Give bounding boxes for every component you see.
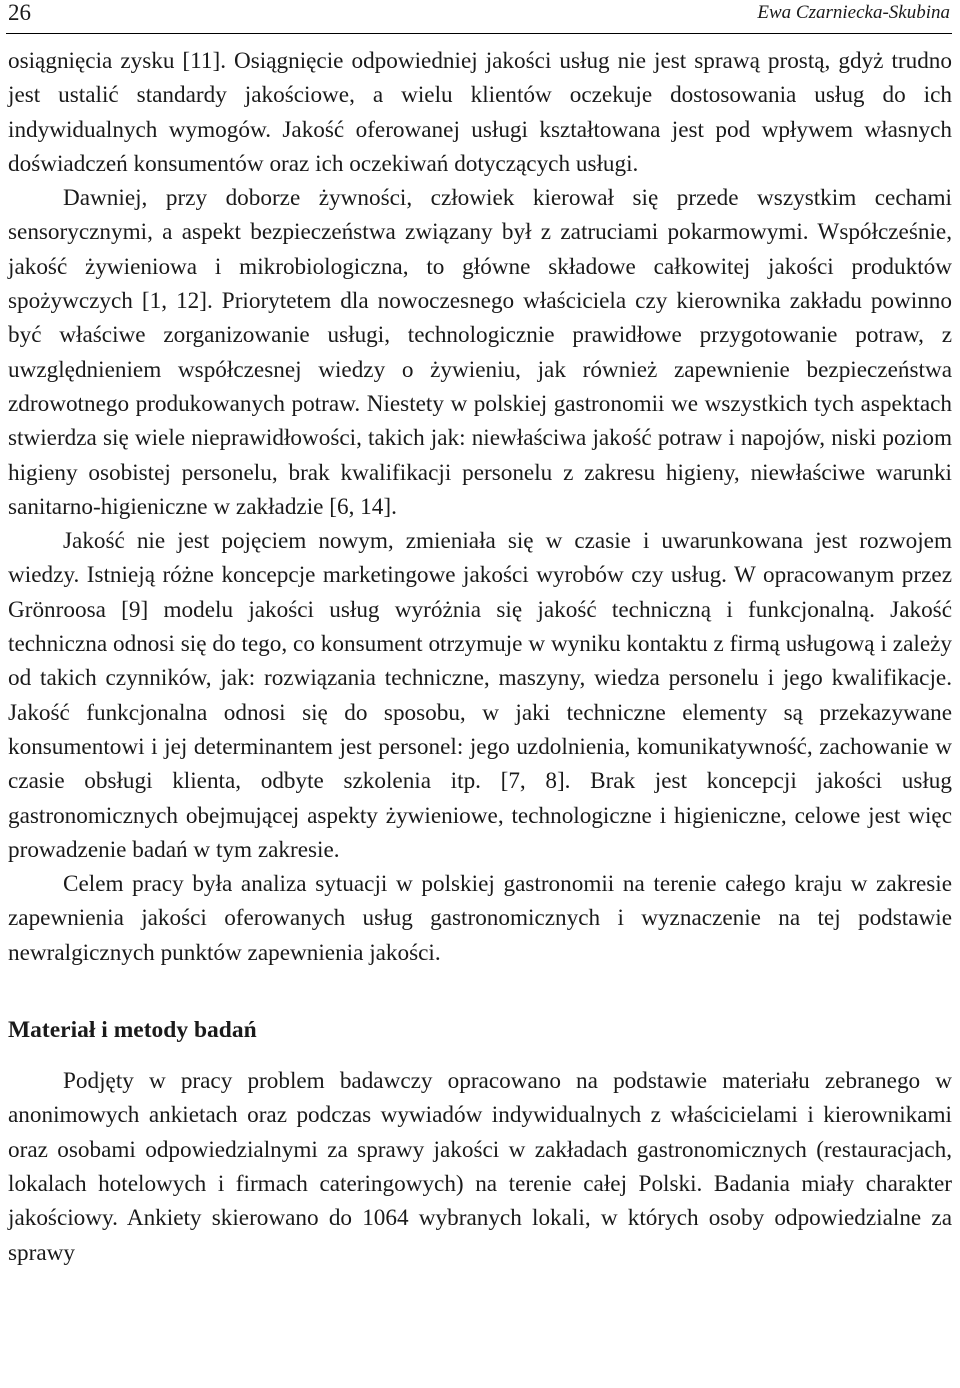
running-head-author: Ewa Czarniecka-Skubina <box>757 2 950 23</box>
header-rule <box>6 33 952 34</box>
page-number: 26 <box>8 0 31 25</box>
section-heading: Materiał i metody badań <box>8 1017 257 1044</box>
page-header <box>8 0 950 34</box>
page-body <box>8 44 952 1270</box>
paragraph-continued: osiągnięcia zysku [11]. Osiągnięcie odpowiedniej jakości usług nie jest sprawą prostą, gdyż trudno jest ustalić standardy jakościowe, a wielu klientów oczekuje dostosowania usług do ich indywidualnych wymogów. Jakość oferowanej usługi kształtowana jest pod wpływem własnych doświadczeń konsumentów oraz ich oczekiwań dotyczących usługi. <box>8 48 952 177</box>
paragraph: Dawniej, przy doborze żywności, człowiek kierował się przede wszystkim cechami sensorycznymi, a aspekt bezpieczeństwa związany był z zatruciami pokarmowymi. Współcześnie, jakość żywieniowa i mikrobiologiczna, to główne składowe całkowitej jakości produktów spożywczych [1, 12]. Priorytetem dla nowoczesnego właściciela czy kierownika zakładu powinno być właściwe zorganizowanie usługi, technologicznie prawidłowe przygotowanie potraw, z uwzględnieniem współczesnej wiedzy o żywieniu, jak również zapewnienie bezpieczeństwa zdrowotnego produkowanych potraw. Niestety w polskiej gastronomii we wszystkich tych aspektach stwierdza się wiele nieprawidłowości, takich jak: niewłaściwa jakość potraw i napojów, niski poziom higieny osobistej personelu, brak kwalifikacji personelu z zakresu higieny, niewłaściwe warunki sanitarno-higieniczne w zakładzie [6, 14]. <box>8 185 952 520</box>
paragraph: Podjęty w pracy problem badawczy opracowano na podstawie materiału zebranego w anonimowych ankietach oraz podczas wywiadów indywidualnych z właścicielami i kierownikami oraz osobami odpowiedzialnymi za sprawy jakości w zakładach gastronomicznych (restauracjach, lokalach hotelowych i firmach cateringowych) na terenie całej Polski. Badania miały charakter jakościowy. Ankiety skierowano do 1064 wybranych lokali, w których osoby odpowiedzialne za sprawy <box>8 1068 952 1266</box>
paragraph: Celem pracy była analiza sytuacji w polskiej gastronomii na terenie całego kraju w zakresie zapewnienia jakości oferowanych usług gastronomicznych i wyznaczenie na tej podstawie newralgicznych punktów zapewnienia jakości. <box>8 871 952 966</box>
paragraph: Jakość nie jest pojęciem nowym, zmieniała się w czasie i uwarunkowana jest rozwojem wiedzy. Istnieją różne koncepcje marketingowe jakości wyrobów czy usług. W opracowanym przez Grönroosa [9] modelu jakości usług wyróżnia się jakość techniczną i funkcjonalną. Jakość techniczna odnosi się do tego, co konsument otrzymuje w wyniku kontaktu z firmą usługową i zależy od takich czynników, jak: rozwiązania techniczne, maszyny, wiedza personelu i jego kwalifikacje. Jakość funkcjonalna odnosi się do sposobu, w jaki techniczne elementy są przekazywane konsumentowi i jej determinantem jest personel: jego uzdolnienia, komunikatywność, zachowanie w czasie obsługi klienta, odbyte szkolenia itp. [7, 8]. Brak jest koncepcji jakości usług gastronomicznych obejmującej aspekty żywieniowe, technologiczne i higieniczne, celowe jest więc prowadzenie badań w tym zakresie. <box>8 528 952 863</box>
